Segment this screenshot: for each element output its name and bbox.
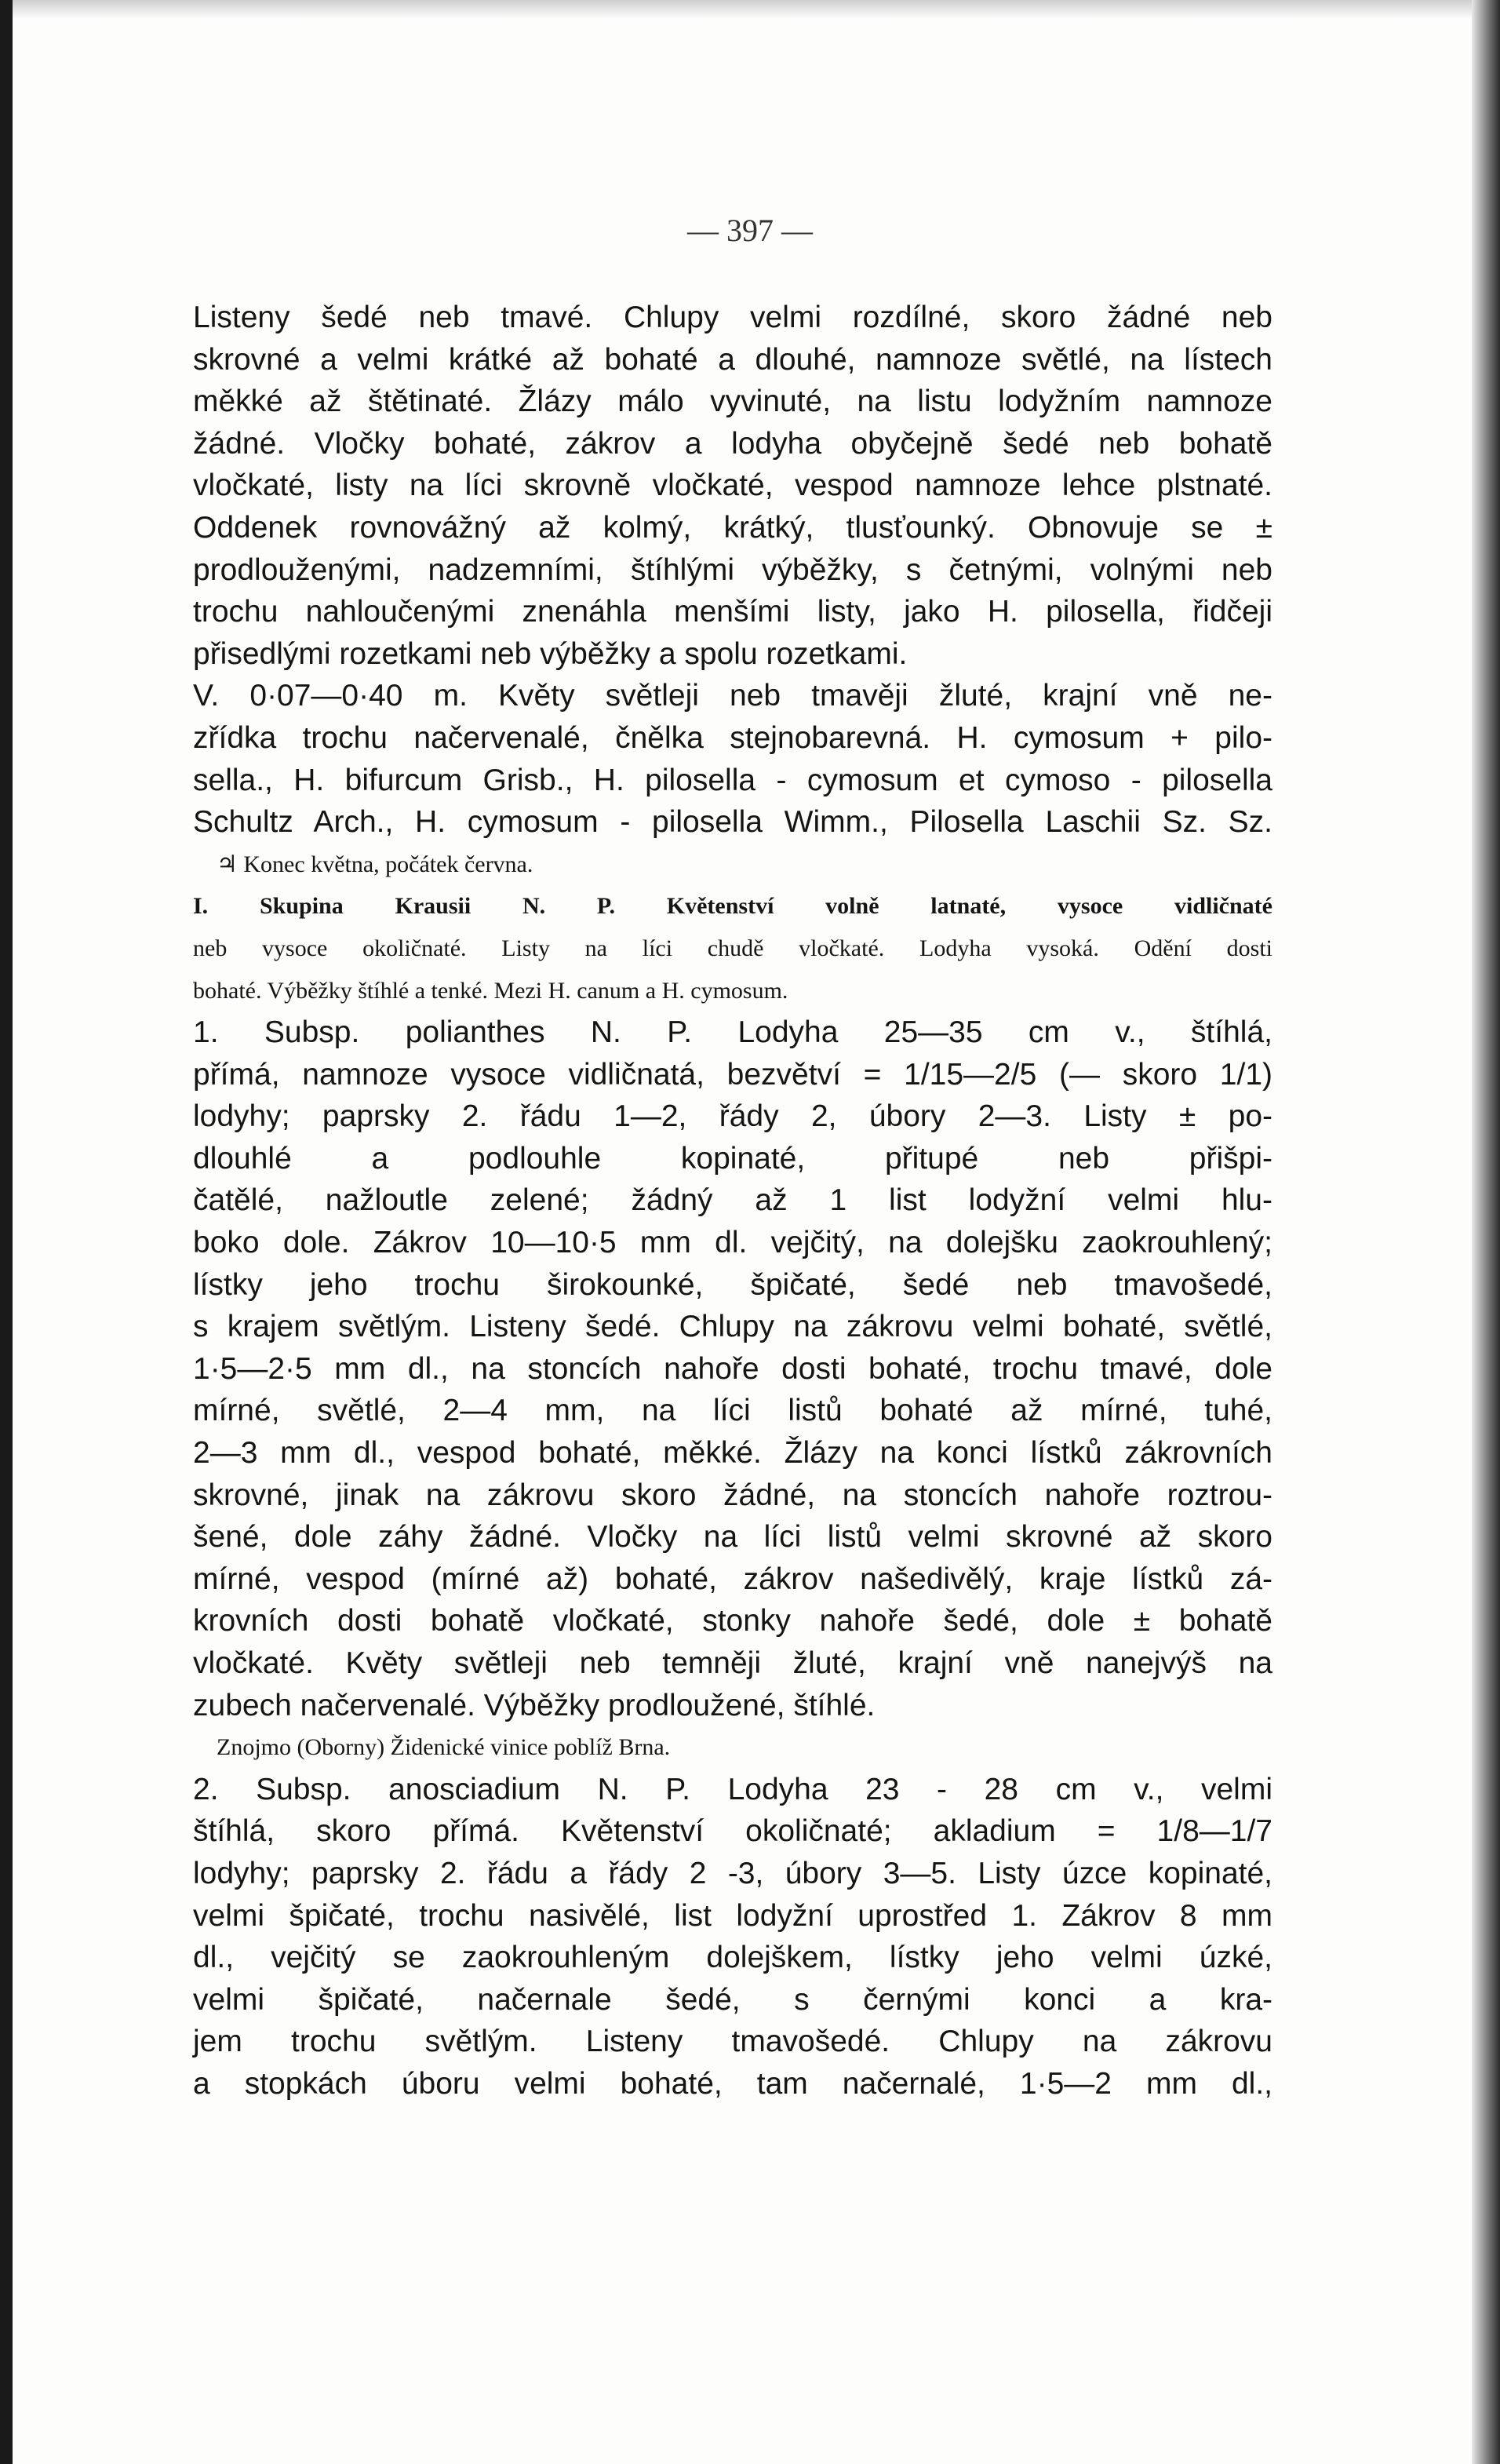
text-line: s krajem světlým. Listeny šedé. Chlupy na zákrovu velmi bohaté, světlé, [193,1310,1272,1344]
text-line: čatělé, nažloutle zelené; žádný až 1 list lodyžní velmi hlu- [193,1183,1272,1218]
text-line: vločkaté, listy na líci skrovně vločkaté, vespod namnoze lehce plstnaté. [193,468,1272,503]
text-line: lodyhy; paprsky 2. řádu 1—2, řády 2, úbory 2—3. Listy ± po- [193,1099,1272,1134]
subspecies-heading: 1. Subsp. polianthes N. P. Lodyha 25—35 cm v., štíhlá, [193,1015,1272,1050]
text-line: boko dole. Zákrov 10—10·5 mm dl. vejčitý, na dolejšku zaokrouhlený; [193,1226,1272,1260]
text-line: Oddenek rovnovážný až kolmý, krátký, tlusťounký. Obnovuje se ± [193,510,1272,545]
locality-line: Znojmo (Oborny) Židenické vinice poblíž Brna. [217,1734,671,1761]
text-line: mírné, světlé, 2—4 mm, na líci listů bohaté až mírné, tuhé, [193,1394,1272,1428]
text-line: ♃ Konec května, počátek června. [217,851,533,877]
text-line: sella., H. bifurcum Grisb., H. pilosella - cymosum et cymoso - pilosella [193,763,1272,797]
subspecies-heading: 2. Subsp. anosciadium N. P. Lodyha 23 - 28 cm v., velmi [193,1772,1272,1806]
text-line: 2—3 mm dl., vespod bohaté, měkké. Žlázy na konci lístků zákrovních [193,1436,1272,1471]
text-line: a stopkách úboru velmi bohaté, tam načernalé, 1·5—2 mm dl., [193,2066,1272,2101]
page-text [193,297,1272,2105]
page-top-edge [13,0,1472,19]
text-line: zubech načervenalé. Výběžky prodloužené, štíhlé. [193,1688,876,1722]
text-line: štíhlá, skoro přímá. Květenství okoličnaté; akladium = 1/8—1/7 [193,1814,1272,1849]
text-line: 1·5—2·5 mm dl., na stoncích nahoře dosti bohaté, trochu tmavé, dole [193,1351,1272,1386]
text-line: dl., vejčitý se zaokrouhleným dolejškem, lístky jeho velmi úzké, [193,1941,1272,1975]
text-line: krovních dosti bohatě vločkaté, stonky nahoře šedé, dole ± bohatě [193,1604,1272,1638]
text-line: velmi špičaté, načernale šedé, s černými konci a kra- [193,1982,1272,2017]
text-line: lístky jeho trochu širokounké, špičaté, šedé neb tmavošedé, [193,1267,1272,1302]
text-line: velmi špičaté, trochu nasivělé, list lodyžní uprostřed 1. Zákrov 8 mm [193,1898,1272,1933]
page-left-edge [0,0,13,2464]
text-line: Schultz Arch., H. cymosum - pilosella Wimm., Pilosella Laschii Sz. Sz. [193,805,1272,840]
text-line: skrovné a velmi krátké až bohaté a dlouhé, namnoze světlé, na lístech [193,342,1272,377]
text-line: zřídka trochu načervenalé, čnělka stejnobarevná. H. cymosum + pilo- [193,720,1272,755]
text-line: jem trochu světlým. Listeny tmavošedé. Chlupy na zákrovu [193,2025,1272,2059]
text-line: V. 0·07—0·40 m. Květy světleji neb tmavěji žluté, krajní vně ne- [193,679,1272,713]
text-line: skrovné, jinak na zákrovu skoro žádné, na stoncích nahoře roztrou- [193,1478,1272,1512]
text-line: vločkaté. Květy světleji neb temněji žluté, krajní vně nanejvýš na [193,1646,1272,1680]
group-heading: I. Skupina Krausii N. P. Květenství volně latnaté, vysoce vidličnaté [193,893,1272,920]
text-line: lodyhy; paprsky 2. řádu a řády 2 -3, úbory 3—5. Listy úzce kopinaté, [193,1856,1272,1890]
text-line: dlouhlé a podlouhle kopinaté, přitupé neb přišpi- [193,1141,1272,1176]
page-number: — 397 — [687,213,813,248]
text-line: bohaté. Výběžky štíhlé a tenké. Mezi H. canum a H. cymosum. [193,977,788,1004]
text-line: prodlouženými, nadzemními, štíhlými výběžky, s četnými, volnými neb [193,552,1272,587]
text-line: šené, dole záhy žádné. Vločky na líci listů velmi skrovné až skoro [193,1520,1272,1555]
page-right-edge [1472,0,1500,2464]
text-line: neb vysoce okoličnaté. Listy na líci chudě vločkaté. Lodyha vysoká. Odění dosti [193,935,1272,961]
text-line: přímá, namnoze vysoce vidličnatá, bezvětví = 1/15—2/5 (— skoro 1/1) [193,1057,1272,1092]
text-line: žádné. Vločky bohaté, zákrov a lodyha obyčejně šedé neb bohatě [193,426,1272,461]
text-line: měkké až štětinaté. Žlázy málo vyvinuté, na listu lodyžním namnoze [193,385,1272,419]
text-line: trochu nahloučenými znenáhla menšími listy, jako H. pilosella, řidčeji [193,595,1272,629]
text-line: přisedlými rozetkami neb výběžky a spolu rozetkami. [193,636,908,671]
text-line: mírné, vespod (mírné až) bohaté, zákrov našedivělý, kraje lístků zá- [193,1562,1272,1596]
text-line: Listeny šedé neb tmavé. Chlupy velmi rozdílné, skoro žádné neb [193,301,1272,334]
